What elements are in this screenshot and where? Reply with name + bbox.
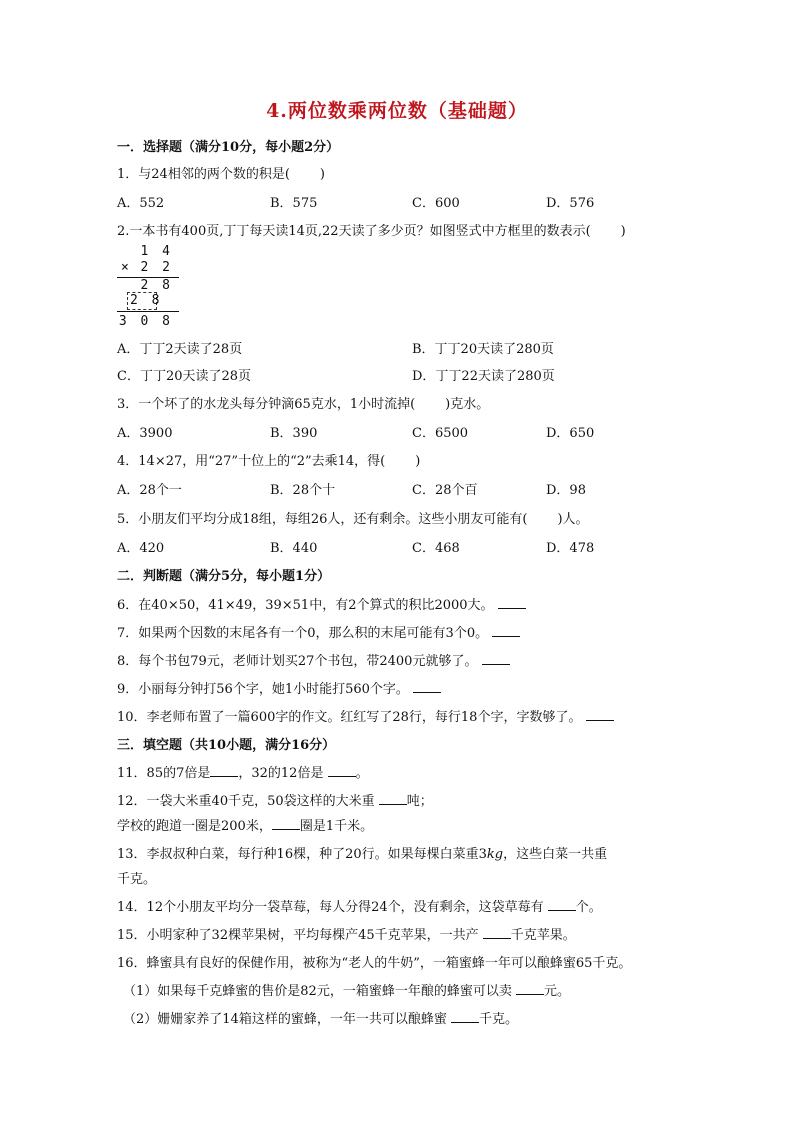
question-2-tail: ) (620, 224, 626, 239)
question-1 (117, 163, 325, 182)
question-16-part-1 (123, 980, 570, 999)
q4-option-b: B．28个十 (270, 483, 336, 498)
q3-option-c: C．6500 (412, 426, 469, 441)
question-6-text: 6．在40×50，41×49，39×51中，有2个算式的积比2000大。 (117, 598, 494, 613)
question-5-stem: 5．小朋友们平均分成18组，每组26人，还有剩余。这些小朋友可能有( (117, 512, 528, 527)
question-10-text: 10．李老师布置了一篇600字的作文。红红写了28行，每行18个字，字数够了。 (117, 710, 582, 725)
q2-option-d: D．丁丁22天读了280页 (412, 369, 555, 384)
question-16-1-unit: 元。 (543, 984, 570, 999)
question-16: 16．蜂蜜具有良好的保健作用，被称为“老人的牛奶”，一箱蜜蜂一年可以酿蜂蜜65千克。 (117, 956, 632, 971)
question-12-part-a: 12．一袋大米重40千克，50袋这样的大米重 (117, 794, 375, 809)
q4-option-c: C．28个百 (412, 483, 478, 498)
question-16-2-unit: 千克。 (478, 1012, 518, 1027)
question-14-part-a: 14．12个小朋友平均分一袋草莓，每人分得24个，没有剩余，这袋草莓有 (117, 900, 544, 915)
answer-blank[interactable] (516, 983, 544, 995)
vertical-multiplication (117, 244, 181, 330)
question-4-stem: 4．14×27，用“27”十位上的“2”去乘14，得( (117, 454, 386, 469)
question-5 (117, 508, 589, 527)
question-13 (117, 843, 607, 862)
question-3-tail: )克水。 (445, 397, 490, 412)
q5-option-d: D．478 (546, 541, 595, 556)
question-9-text: 9．小丽每分钟打56个字，她1小时能打560个字。 (117, 682, 409, 697)
q1-option-a: A．552 (117, 196, 165, 211)
answer-blank[interactable] (379, 793, 407, 805)
question-9 (117, 678, 441, 697)
question-4-tail: ) (415, 454, 421, 469)
answer-blank[interactable] (492, 625, 520, 637)
question-11-part-c: 。 (355, 766, 369, 781)
times-sign: × (121, 260, 129, 275)
q3-option-b: B．390 (270, 426, 318, 441)
q1-option-d: D．576 (546, 196, 595, 211)
calc-multiplier: 2 2 (140, 260, 173, 275)
question-13-part-b: ，这些白菜一共重 (503, 847, 608, 862)
answer-blank[interactable] (482, 653, 510, 665)
question-5-tail: )人。 (557, 512, 589, 527)
q5-option-b: B．440 (270, 541, 318, 556)
answer-blank[interactable] (413, 681, 441, 693)
answer-blank[interactable] (548, 899, 576, 911)
question-10 (117, 706, 614, 725)
q3-option-a: A．3900 (117, 426, 173, 441)
question-6 (117, 594, 526, 613)
calc-partial-1: 2 8 (140, 278, 173, 293)
question-7-text: 7．如果两个因数的末尾各有一个0，那么积的末尾可能有3个0。 (117, 626, 489, 641)
question-3 (117, 393, 489, 412)
question-15-part-a: 15．小明家种了32棵苹果树，平均每棵产45千克苹果，一共产 (117, 928, 479, 943)
question-16-part-2 (123, 1008, 518, 1027)
q4-option-a: A．28个一 (117, 483, 182, 498)
question-1-tail: ) (319, 167, 325, 182)
question-13-part-a: 13．李叔叔种白菜，每行种16棵，种了20行。如果每棵白菜重3 (117, 847, 487, 862)
question-15-part-b: 千克苹果。 (510, 928, 576, 943)
answer-blank[interactable] (451, 1011, 479, 1023)
kg-unit: kg (486, 847, 504, 862)
question-3-stem: 3．一个坏了的水龙头每分钟滴65克水，1小时流掉( (117, 397, 416, 412)
question-12 (117, 790, 433, 809)
section-1-heading: 一．选择题（满分10分，每小题2分） (117, 140, 340, 155)
question-12-line-2 (117, 815, 373, 834)
calc-product: 3 0 8 (118, 314, 173, 329)
section-2-heading: 二．判断题（满分5分，每小题1分） (117, 569, 331, 584)
q5-option-a: A．420 (117, 541, 165, 556)
page-title: 4.两位数乘两位数（基础题） (266, 100, 528, 122)
question-2-stem: 2.一本书有400页,丁丁每天读14页,22天读了多少页？如图竖式中方框里的数表示( (117, 224, 591, 239)
question-11-part-b: ，32的12倍是 (238, 766, 324, 781)
question-2 (117, 220, 626, 239)
answer-blank[interactable] (328, 765, 356, 777)
answer-blank[interactable] (483, 927, 511, 939)
q4-option-d: D．98 (546, 483, 586, 498)
question-14 (117, 896, 602, 915)
calc-rule-2 (117, 311, 179, 312)
question-8 (117, 650, 510, 669)
q1-option-b: B．575 (270, 196, 318, 211)
answer-blank[interactable] (586, 709, 614, 721)
question-15 (117, 924, 576, 943)
question-16-2-text: （2）姗姗家养了14箱这样的蜜蜂，一年一共可以酿蜂蜜 (123, 1012, 447, 1027)
question-13-part-c: 千克。 (117, 872, 157, 887)
calc-multiplicand: 1 4 (140, 244, 173, 259)
question-1-stem: 1．与24相邻的两个数的积是( (117, 167, 290, 182)
answer-blank[interactable] (498, 597, 526, 609)
q3-option-d: D．650 (546, 426, 595, 441)
q2-option-a: A．丁丁2天读了28页 (117, 342, 243, 357)
question-12-part-b: 吨； (406, 794, 433, 809)
question-16-1-text: （1）如果每千克蜂蜜的售价是82元，一箱蜜蜂一年酿的蜂蜜可以卖 (123, 984, 512, 999)
question-12-part-c: 学校的跑道一圈是200米， (117, 819, 272, 834)
question-12-part-d: 圈是1千米。 (299, 819, 374, 834)
question-7 (117, 622, 520, 641)
question-4 (117, 450, 420, 469)
q2-option-b: B．丁丁20天读了280页 (412, 342, 554, 357)
question-8-text: 8．每个书包79元，老师计划买27个书包，带2400元就够了。 (117, 654, 478, 669)
answer-blank[interactable] (272, 818, 300, 830)
answer-blank[interactable] (210, 765, 238, 777)
q2-option-c: C．丁丁20天读了28页 (117, 369, 252, 384)
question-14-part-b: 个。 (575, 900, 602, 915)
question-13-line-2 (117, 868, 156, 887)
q5-option-c: C．468 (412, 541, 460, 556)
question-11 (117, 762, 369, 781)
section-3-heading: 三．填空题（共10小题，满分16分） (117, 738, 336, 753)
calc-partial-2: 2 8 (130, 293, 163, 308)
q1-option-c: C．600 (412, 196, 460, 211)
question-11-part-a: 11．85的7倍是 (117, 766, 211, 781)
